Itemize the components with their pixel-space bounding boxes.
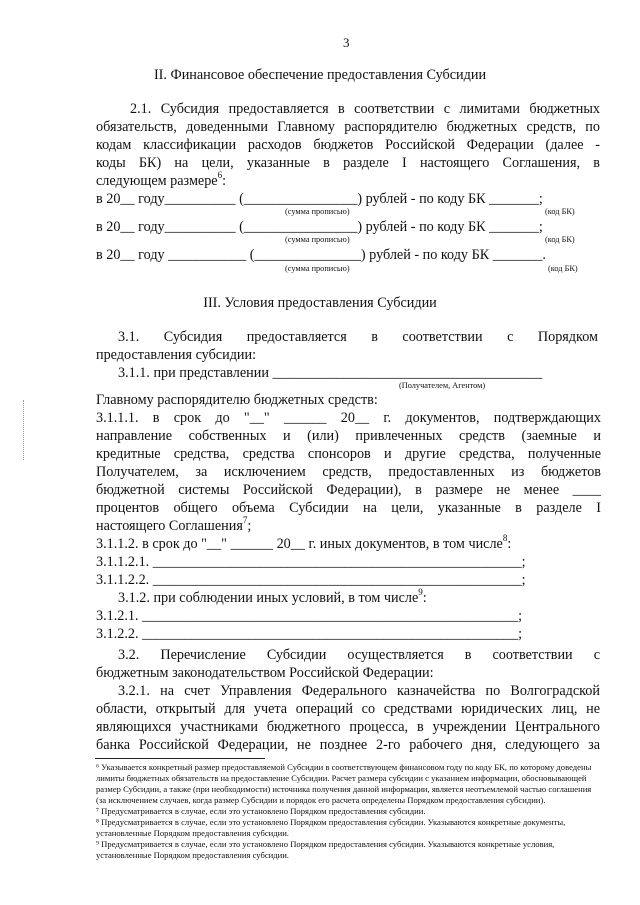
footnote-7: ⁷ Предусматривается в случае, если это установлено Порядком предоставления субсидии. — [96, 806, 426, 816]
p21-line-2: обязательств, доведенными Главному распорядителю бюджетных средств, по — [96, 119, 600, 135]
footnote-6-line-1: ⁶ Указывается конкретный размер предоставляемой Субсидии в соответствующем финансовом году по коду БК, по которому доведены — [96, 762, 592, 772]
footnote-ref-8: 8 — [502, 533, 508, 544]
p3122: 3.1.2.2. _____________________________________________________; — [96, 626, 523, 642]
p321-line-2: области, открытый для учета операций со средствами юридических лиц, не — [96, 701, 600, 717]
section-2-title: II. Финансовое обеспечение предоставления Субсидии — [153, 67, 487, 83]
p321-line-1: 3.2.1. на счет Управления Федерального казначейства по Волгоградской — [118, 683, 600, 699]
p3111-line-3: кредитные средства, средства спонсоров и другие средства, полученные — [96, 446, 601, 462]
amount-row-1-code-hint: (код БК) — [545, 207, 575, 216]
amount-row-3-code-hint: (код БК) — [548, 264, 578, 273]
p3112: 3.1.1.2. в срок до "__" ______ 20__ г. иных документов, в том числе$^8$: — [96, 533, 512, 552]
p3111-line-7: настоящего Соглашения$^7$; — [96, 515, 252, 534]
amount-row-3: в 20__ году ___________ (_______________) рублей - по коду БК _______. — [96, 247, 546, 263]
p21-line-5-text: следующем размере — [96, 173, 218, 189]
p3111-line-7-text: настоящего Соглашения — [96, 518, 243, 534]
p3112-text: 3.1.1.2. в срок до "__" ______ 20__ г. иных документов, в том числе — [96, 536, 503, 552]
footnote-9-line-2: установленные Порядком предоставления субсидии. — [96, 850, 289, 860]
amount-row-3-sum-hint: (сумма прописью) — [285, 264, 350, 273]
footnote-ref-9: 9 — [418, 587, 423, 598]
section-3-title: III. Условия предоставления Субсидии — [203, 295, 437, 311]
p21-line-4: коды БК) на цели, указанные в разделе I настоящего Соглашения, в — [96, 155, 600, 171]
p312-text: 3.1.2. при соблюдении иных условий, в том числе — [118, 590, 419, 606]
p321-line-3: являющихся участниками бюджетного процесса, в учреждении Центрального — [96, 719, 600, 735]
amount-row-1-sum-hint: (сумма прописью) — [285, 207, 350, 216]
p3111-line-4: Получателем, за исключением средств, предоставленных из бюджетов — [96, 464, 601, 480]
p32-line-1: 3.2. Перечисление Субсидии осуществляется в соответствии с — [118, 647, 600, 663]
amount-row-2-sum-hint: (сумма прописью) — [285, 235, 350, 244]
footnote-8-line-2: установленные Порядком предоставления субсидии. — [96, 828, 289, 838]
amount-row-2: в 20__ году__________ (________________) рублей - по коду БК _______; — [96, 219, 543, 235]
footnote-6-line-3: размер Субсидии, а также (при необходимости) источника получения данной информации, является неотъемлемой частью соглашения — [96, 784, 592, 794]
footnote-separator — [95, 758, 265, 759]
p21-line-5: следующем размере$^6$: — [96, 170, 227, 189]
p321-line-4: банка Российской Федерации, не позднее 2-го рабочего дня, следующего за — [96, 737, 600, 753]
footnote-ref-7: 7 — [242, 515, 248, 526]
p31122: 3.1.1.2.2. ____________________________________________________; — [96, 572, 526, 588]
p3121: 3.1.2.1. _____________________________________________________; — [96, 608, 523, 624]
p32-line-2: бюджетным законодательством Российской Федерации: — [96, 665, 434, 681]
p312: 3.1.2. при соблюдении иных условий, в том числе$^9$: — [118, 587, 427, 606]
p311-hint: (Получателем, Агентом) — [399, 381, 486, 390]
p311-cont: Главному распорядителю бюджетных средств: — [96, 392, 378, 408]
p21-line-1: 2.1. Субсидия предоставляется в соответствии с лимитами бюджетных — [130, 101, 600, 117]
p3111-line-2: направление собственных и (или) привлеченных средств (заемные и — [96, 428, 601, 444]
scan-margin-artifact — [23, 400, 26, 460]
footnote-6-line-4: (за исключением случаев, когда размер Субсидии и порядок его расчета определены Порядком предоставления субсидии). — [96, 795, 546, 805]
p21-line-3: кодам классификации расходов бюджетов Российской Федерации (далее - — [96, 137, 600, 153]
p31-line-1: 3.1. Субсидия предоставляется в соответствии с Порядком — [118, 329, 598, 345]
amount-row-1: в 20__ году__________ (________________) рублей - по коду БК _______; — [96, 191, 543, 207]
p3111-line-6: процентов общего объема Субсидии на цели, указанные в разделе I — [96, 500, 601, 516]
footnote-6-line-2: лимиты бюджетных обязательств на предоставление Субсидии. Расчет размера субсидии с указанием информации, обосновывающей — [96, 773, 587, 783]
p311: 3.1.1. при представлении ______________________________________ — [118, 365, 543, 381]
p31121: 3.1.1.2.1. ____________________________________________________; — [96, 554, 526, 570]
p31-line-2: предоставления субсидии: — [96, 347, 257, 363]
footnote-8-line-1: ⁸ Предусматривается в случае, если это установлено Порядком предоставления субсидии. Указываются конкретные документы, — [96, 817, 566, 827]
page-number: 3 — [343, 35, 350, 50]
footnote-ref-6: 6 — [217, 170, 223, 181]
footnote-9-line-1: ⁹ Предусматривается в случае, если это установлено Порядком предоставления субсидии. Указываются конкретные условия, — [96, 839, 555, 849]
p3111-line-1: 3.1.1.1. в срок до "__" ______ 20__ г. документов, подтверждающих — [96, 410, 601, 426]
amount-row-2-code-hint: (код БК) — [545, 235, 575, 244]
p3111-line-5: бюджетной системы Российской Федерации), в размере не менее ____ — [96, 482, 601, 498]
